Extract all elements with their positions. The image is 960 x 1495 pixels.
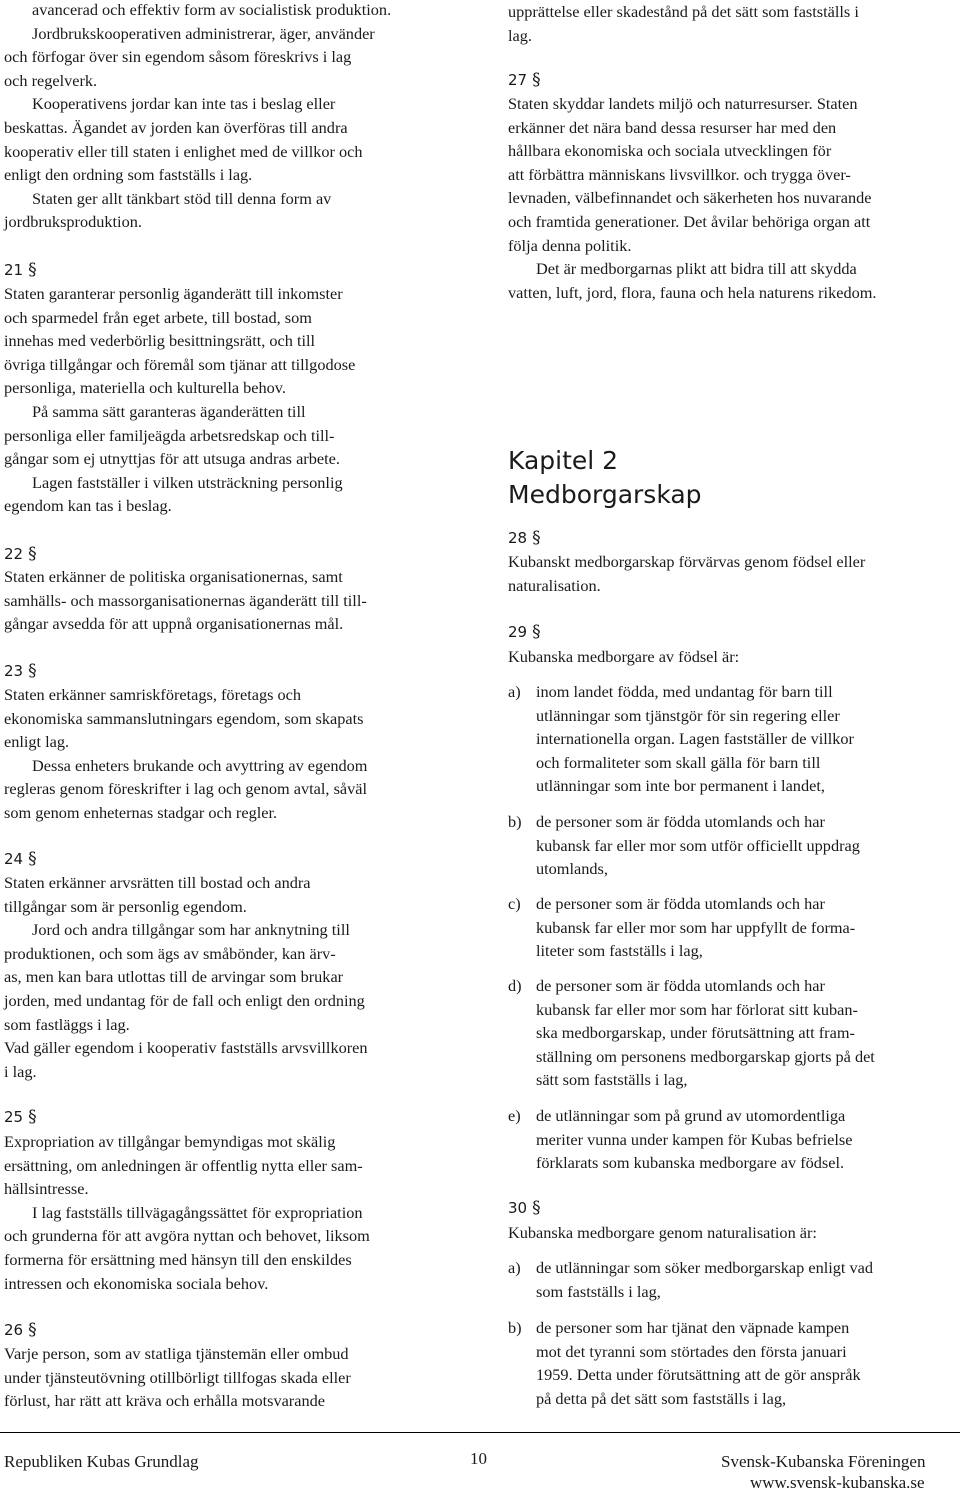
text-line: Expropriation av tillgångar bemyndigas mot skälig	[4, 1132, 336, 1151]
section-number: 24	[4, 850, 24, 868]
text-line: mot det tyranni som störtades den första januari	[536, 1341, 847, 1361]
section-21-heading	[4, 260, 37, 280]
text-line: utlänningar som inte bor permanent i landet,	[536, 776, 825, 796]
text-line: kubansk far eller mor som utför officiellt uppdrag	[536, 835, 860, 855]
text-line: de utlänningar som söker medborgarskap enligt vad	[536, 1258, 874, 1277]
section-27-heading	[508, 70, 541, 90]
text-line: vatten, luft, jord, flora, fauna och hela naturens rikedom.	[508, 282, 877, 302]
chapter-title: Kapitel 2	[508, 446, 619, 475]
section-sign-icon: §	[28, 1320, 37, 1340]
text-line: ställning om personens medborgarskap gjorts på det	[536, 1046, 875, 1066]
list-label: b)	[508, 812, 522, 831]
section-26-text	[4, 1342, 351, 1413]
text-line: Kooperativens jordar kan inte tas i beslag eller	[32, 94, 336, 114]
text-line: jordbruksproduktion.	[4, 212, 142, 232]
section-25-text	[4, 1130, 370, 1295]
chapter-subtitle: Medborgarskap	[508, 480, 702, 509]
text-line: i lag.	[4, 1061, 37, 1081]
text-line: Kubanskt medborgarskap förvärvas genom födsel eller	[508, 552, 866, 571]
text-line: övriga tillgångar och föremål som tjänar att tillgodose	[4, 354, 356, 374]
text-line: att förbättra människans livsvillkor. och trygga över-	[508, 164, 851, 184]
text-line: förklarats som kubanska medborgare av födsel.	[536, 1153, 845, 1173]
text-line: Jord och andra tillgångar som har anknytning till	[32, 920, 350, 940]
text-line: enligt lag.	[4, 732, 70, 752]
text-line: och regelverk.	[4, 70, 98, 90]
text-line: ska medborgarskap, under förutsättning att fram-	[536, 1023, 855, 1043]
footer-divider	[0, 1432, 960, 1433]
section-30-text	[508, 1221, 817, 1245]
text-line: Det är medborgarnas plikt att bidra till att skydda	[536, 259, 857, 279]
text-line: och framtida generationer. Det åvilar behöriga organ att	[508, 211, 871, 231]
section-28-text	[508, 550, 865, 597]
text-line: förlust, har rätt att kräva och erhålla motsvarande	[4, 1391, 325, 1411]
text-line: inom landet födda, med undantag för barn till	[536, 682, 833, 701]
text-line: Lagen fastställer i vilken utsträckning personlig	[32, 472, 343, 492]
section-sign-icon: §	[28, 849, 37, 869]
section-number: 21	[4, 261, 24, 279]
text-line: regleras genom föreskrifter i lag och genom avtal, såväl	[4, 779, 368, 799]
text-line: under tjänsteutövning otillbörligt tillfogas skada eller	[4, 1367, 351, 1387]
text-line: ersättning, om anledningen är offentlig nytta eller sam-	[4, 1155, 363, 1175]
text-line: de personer som är födda utomlands och har	[536, 976, 825, 995]
text-line: naturalisation.	[508, 575, 601, 595]
text-line: upprättelse eller skadestånd på det sätt som fastställs i	[508, 2, 859, 21]
text-line: och förfogar över sin egendom såsom föreskrivs i lag	[4, 47, 352, 67]
footer-url: www.svensk-kubanska.se	[750, 1473, 925, 1492]
text-line: utlänningar som tjänstgör för sin regering eller	[536, 705, 840, 725]
text-line: produktionen, och som ägs av småbönder, kan ärv-	[4, 943, 336, 963]
text-line: kooperativ eller till staten i enlighet med de villkor och	[4, 141, 363, 161]
text-line: ekonomiska sammanslutningars egendom, som skapats	[4, 708, 364, 728]
text-line: as, men kan bara utlottas till de arvingar som brukar	[4, 967, 344, 987]
text-line: jorden, med undantag för de fall och enligt den ordning	[4, 990, 365, 1010]
text-line: personliga, materiella och kulturella behov.	[4, 378, 286, 398]
text-line: Staten erkänner arvsrätten till bostad och andra	[4, 873, 311, 892]
text-line: levnaden, välbefinnandet och säkerheten hos nuvarande	[508, 188, 872, 208]
continued-text	[508, 0, 859, 47]
text-line: avancerad och effektiv form av socialistisk produktion.	[32, 0, 392, 19]
text-line: samhälls- och massorganisationernas äganderätt till till-	[4, 590, 367, 610]
section-29-text	[508, 645, 739, 669]
section-29-heading	[508, 622, 541, 642]
list-label: c)	[508, 894, 521, 913]
text-line: tillgångar som är personlig egendom.	[4, 896, 247, 916]
text-line: på detta på det sätt som fastställs i lag,	[536, 1388, 787, 1408]
text-line: innehas med vederbörlig besittningsrätt, och till	[4, 331, 316, 351]
text-line: Staten erkänner samriskföretags, företags och	[4, 685, 302, 704]
text-line: egendom kan tas i beslag.	[4, 496, 172, 516]
section-22-text	[4, 565, 367, 636]
text-line: Kubanska medborgare av födsel är:	[508, 647, 740, 666]
text-line: Varje person, som av statliga tjänstemän eller ombud	[4, 1344, 349, 1363]
text-line: hällsintresse.	[4, 1179, 89, 1199]
text-line: formerna för ersättning med hänsyn till den enskildes	[4, 1249, 352, 1269]
list-label: e)	[508, 1106, 521, 1125]
section-sign-icon: §	[28, 544, 37, 564]
text-line: personliga eller familjeägda arbetsredskap och till-	[4, 425, 335, 445]
section-number: 23	[4, 662, 24, 680]
text-line: Dessa enheters brukande och avyttring av egendom	[32, 755, 368, 775]
section-24-text	[4, 871, 368, 1083]
text-line: följa denna politik.	[508, 235, 632, 255]
text-line: som genom enheternas stadgar och regler.	[4, 802, 278, 822]
section-number: 29	[508, 623, 528, 641]
text-line: och sparmedel från eget arbete, till bostad, som	[4, 307, 312, 327]
section-sign-icon: §	[28, 661, 37, 681]
text-line: som fastläggs i lag.	[4, 1014, 130, 1034]
section-23-text	[4, 683, 367, 825]
text-line: de personer som har tjänat den väpnade kampen	[536, 1318, 850, 1337]
section-28-heading	[508, 528, 541, 548]
section-sign-icon: §	[532, 528, 541, 548]
section-23-heading	[4, 661, 37, 681]
text-line: de utlänningar som på grund av utomordentliga	[536, 1106, 846, 1125]
text-line: intressen och ekonomiska sociala behov.	[4, 1273, 269, 1293]
section-number: 22	[4, 545, 24, 563]
text-line: som fastställs i lag,	[536, 1281, 661, 1301]
text-line: Staten skyddar landets miljö och naturresurser. Staten	[508, 94, 858, 113]
text-line: 1959. Detta under förutsättning att de gör anspråk	[536, 1365, 861, 1385]
text-line: utomlands,	[536, 859, 608, 879]
section-sign-icon: §	[532, 70, 541, 90]
text-line: Kubanska medborgare genom naturalisation är:	[508, 1223, 817, 1242]
list-label: b)	[508, 1318, 522, 1337]
list-label: d)	[508, 976, 522, 995]
section-27-text	[508, 92, 876, 304]
text-line: de personer som är födda utomlands och har	[536, 812, 825, 831]
list-label: a)	[508, 1258, 521, 1277]
text-line: internationella organ. Lagen fastställer de villkor	[536, 729, 854, 749]
text-line: gångar avsedda för att uppnå organisationernas mål.	[4, 614, 344, 634]
text-line: kubansk far eller mor som har förlorat sitt kuban-	[536, 999, 858, 1019]
text-line: beskattas. Ägandet av jorden kan överföras till andra	[4, 117, 348, 137]
text-line: kubansk far eller mor som har uppfyllt de forma-	[536, 917, 856, 937]
text-line: På samma sätt garanteras äganderätten till	[32, 401, 306, 421]
section-number: 30	[508, 1199, 528, 1217]
text-line: de personer som är födda utomlands och har	[536, 894, 825, 913]
section-sign-icon: §	[532, 622, 541, 642]
text-line: Staten ger allt tänkbart stöd till denna form av	[32, 188, 332, 208]
list-label: a)	[508, 682, 521, 701]
text-line: gångar som ej utnyttjas för att utsuga andras arbete.	[4, 449, 340, 469]
footer-organization: Svensk-Kubanska Föreningen	[721, 1452, 926, 1471]
footer-title: Republiken Kubas Grundlag	[4, 1452, 199, 1471]
text-line: lag.	[508, 25, 532, 45]
section-number: 28	[508, 529, 528, 547]
text-line: hållbara ekonomiska och sociala utvecklingen för	[508, 141, 832, 161]
text-line: liteter som fastställs i lag,	[536, 941, 703, 961]
section-number: 26	[4, 1321, 24, 1339]
section-sign-icon: §	[28, 260, 37, 280]
section-number: 27	[508, 71, 528, 89]
text-line: sätt som fastställs i lag,	[536, 1070, 688, 1090]
text-line: Jordbrukskooperativen administrerar, äger, använder	[32, 23, 375, 43]
section-sign-icon: §	[532, 1198, 541, 1218]
section-26-heading	[4, 1320, 37, 1340]
section-22-heading	[4, 544, 37, 564]
section-30-heading	[508, 1198, 541, 1218]
section-number: 25	[4, 1108, 24, 1126]
text-line: Staten erkänner de politiska organisationernas, samt	[4, 567, 343, 586]
page-number: 10	[470, 1449, 487, 1468]
text-line: Vad gäller egendom i kooperativ fastställs arvsvillkoren	[4, 1038, 368, 1058]
text-line: och formaliteter som skall gälla för barn till	[536, 752, 821, 772]
text-line: erkänner det nära band dessa resurser har med den	[508, 117, 837, 137]
text-line: enligt den ordning som fastställs i lag.	[4, 165, 253, 185]
text-line: och grunderna för att avgöra nyttan och behovet, liksom	[4, 1226, 370, 1246]
section-25-heading	[4, 1107, 37, 1127]
text-line: I lag fastställs tillvägagångssättet för expropriation	[32, 1202, 363, 1222]
section-21-text	[4, 282, 355, 518]
section-sign-icon: §	[28, 1107, 37, 1127]
section-24-heading	[4, 849, 37, 869]
text-line: Staten garanterar personlig äganderätt till inkomster	[4, 284, 343, 303]
text-line: meriter vunna under kampen för Kubas befrielse	[536, 1129, 853, 1149]
intro-text	[4, 0, 391, 234]
